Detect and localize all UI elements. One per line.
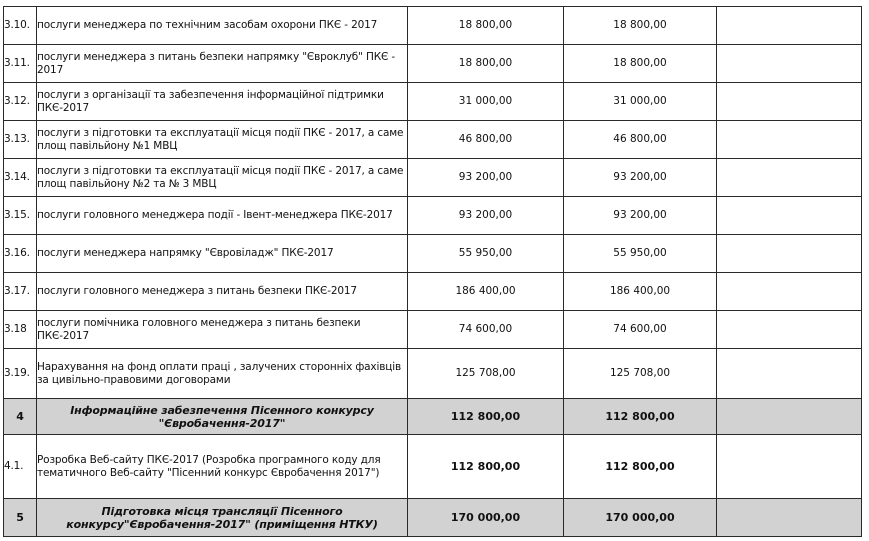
item-number: 3.18	[4, 311, 37, 349]
planned-amount: 186 400,00	[408, 273, 564, 311]
approved-amount: 93 200,00	[564, 197, 717, 235]
section-number: 5	[4, 499, 37, 537]
table-row	[4, 235, 862, 273]
planned-amount: 93 200,00	[408, 159, 564, 197]
planned-amount: 46 800,00	[408, 121, 564, 159]
table-row	[4, 83, 862, 121]
table-row	[4, 121, 862, 159]
notes-cell	[717, 311, 862, 349]
notes-cell	[717, 197, 862, 235]
item-number: 4.1.	[4, 435, 37, 499]
section-number: 4	[4, 399, 37, 435]
table-row	[4, 197, 862, 235]
approved-amount: 112 800,00	[564, 399, 717, 435]
notes-cell	[717, 499, 862, 537]
table-row	[4, 435, 862, 499]
approved-amount: 170 000,00	[564, 499, 717, 537]
planned-amount: 31 000,00	[408, 83, 564, 121]
approved-amount: 125 708,00	[564, 349, 717, 399]
approved-amount: 18 800,00	[564, 7, 717, 45]
notes-cell	[717, 159, 862, 197]
notes-cell	[717, 45, 862, 83]
item-description: послуги з підготовки та експлуатації місця події ПКЄ - 2017, а саме площ павільйону №2 та № 3 МВЦ	[37, 159, 408, 197]
item-description: послуги головного менеджера з питань безпеки ПКЄ-2017	[37, 273, 408, 311]
planned-amount: 93 200,00	[408, 197, 564, 235]
item-number: 3.14.	[4, 159, 37, 197]
planned-amount: 18 800,00	[408, 45, 564, 83]
approved-amount: 31 000,00	[564, 83, 717, 121]
item-description: послуги з організації та забезпечення інформаційної підтримки ПКЄ-2017	[37, 83, 408, 121]
section-title: Підготовка місця трансляції Пісенного конкурсу"Євробачення-2017" (приміщення НТКУ)	[37, 499, 408, 537]
table-row	[4, 273, 862, 311]
item-description: послуги помічника головного менеджера з питань безпеки ПКЄ-2017	[37, 311, 408, 349]
item-number: 3.15.	[4, 197, 37, 235]
item-description: послуги менеджера напрямку "Євровіладж" ПКЄ-2017	[37, 235, 408, 273]
budget-table	[3, 6, 862, 537]
planned-amount: 170 000,00	[408, 499, 564, 537]
approved-amount: 112 800,00	[564, 435, 717, 499]
planned-amount: 55 950,00	[408, 235, 564, 273]
planned-amount: 18 800,00	[408, 7, 564, 45]
item-description: Нарахування на фонд оплати праці , залучених сторонніх фахівців за цивільно-правовими договорами	[37, 349, 408, 399]
notes-cell	[717, 121, 862, 159]
item-number: 3.12.	[4, 83, 37, 121]
notes-cell	[717, 399, 862, 435]
approved-amount: 46 800,00	[564, 121, 717, 159]
table-row	[4, 159, 862, 197]
approved-amount: 186 400,00	[564, 273, 717, 311]
approved-amount: 93 200,00	[564, 159, 717, 197]
table-row	[4, 349, 862, 399]
section-title: Інформаційне забезпечення Пісенного конкурсу "Євробачення-2017"	[37, 399, 408, 435]
item-number: 3.16.	[4, 235, 37, 273]
item-description: Розробка Веб-сайту ПКЄ-2017 (Розробка програмного коду для тематичного Веб-сайту "Пісенний конкурс Євробачення 2017")	[37, 435, 408, 499]
table-row	[4, 45, 862, 83]
item-description: послуги головного менеджера події - Івент-менеджера ПКЄ-2017	[37, 197, 408, 235]
item-number: 3.17.	[4, 273, 37, 311]
item-description: послуги менеджера з питань безпеки напрямку "Євроклуб" ПКЄ - 2017	[37, 45, 408, 83]
item-number: 3.11.	[4, 45, 37, 83]
notes-cell	[717, 7, 862, 45]
notes-cell	[717, 349, 862, 399]
approved-amount: 55 950,00	[564, 235, 717, 273]
item-description: послуги менеджера по технічним засобам охорони ПКЄ - 2017	[37, 7, 408, 45]
planned-amount: 112 800,00	[408, 399, 564, 435]
planned-amount: 125 708,00	[408, 349, 564, 399]
item-number: 3.19.	[4, 349, 37, 399]
notes-cell	[717, 435, 862, 499]
notes-cell	[717, 273, 862, 311]
section-row	[4, 499, 862, 537]
planned-amount: 112 800,00	[408, 435, 564, 499]
approved-amount: 74 600,00	[564, 311, 717, 349]
approved-amount: 18 800,00	[564, 45, 717, 83]
item-description: послуги з підготовки та експлуатації місця події ПКЄ - 2017, а саме площ павільйону №1 МВЦ	[37, 121, 408, 159]
item-number: 3.10.	[4, 7, 37, 45]
notes-cell	[717, 235, 862, 273]
section-row	[4, 399, 862, 435]
notes-cell	[717, 83, 862, 121]
planned-amount: 74 600,00	[408, 311, 564, 349]
item-number: 3.13.	[4, 121, 37, 159]
table-row	[4, 311, 862, 349]
table-row	[4, 7, 862, 45]
